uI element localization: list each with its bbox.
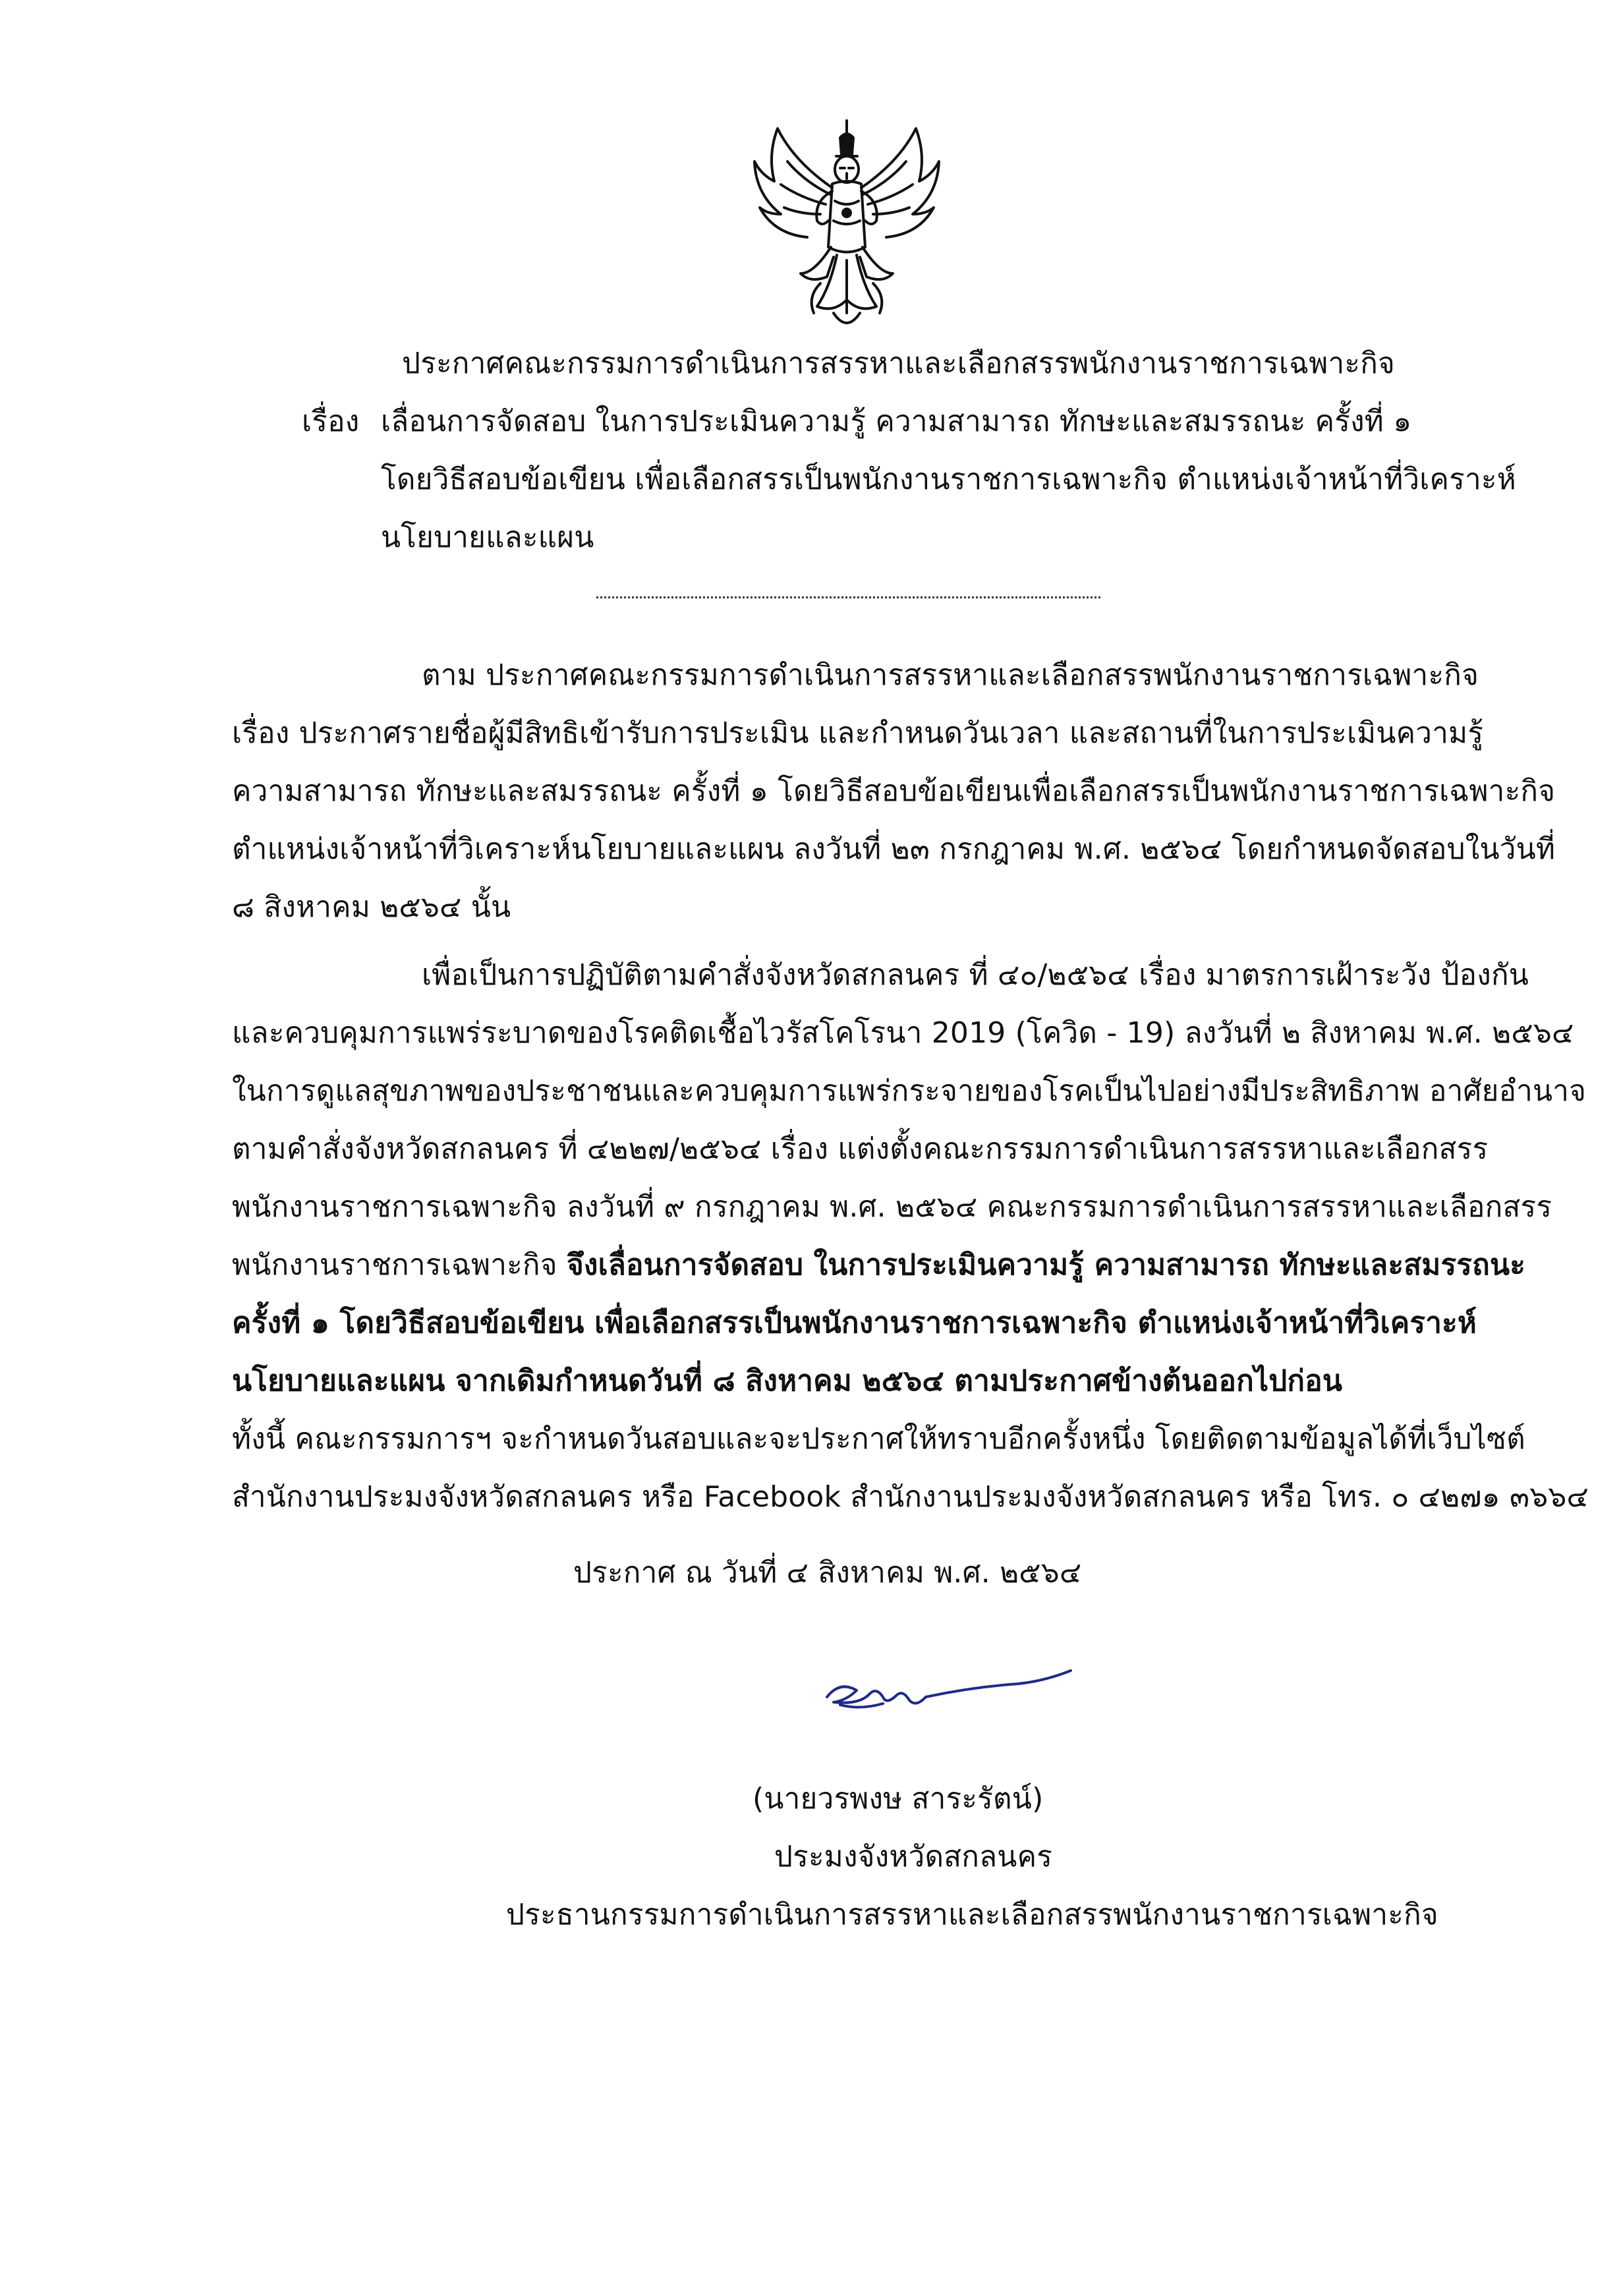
paragraph-2-line-2: และควบคุมการแพร่ระบาดของโรคติดเชื้อไวรัสโคโรนา 2019 (โควิด - 19) ลงวันที่ ๒ สิงหาคม พ.ศ. ๒๕๖๔ [232,1016,1574,1050]
paragraph-2-line-6-bold: จึงเลื่อนการจัดสอบ ในการประเมินความรู้ ความสามารถ ทักษะและสมรรถนะ [566,1248,1526,1282]
paragraph-1-line-4: ตำแหน่งเจ้าหน้าที่วิเคราะห์นโยบายและแผน ลงวันที่ ๒๓ กรกฎาคม พ.ศ. ๒๕๖๔ โดยกำหนดจัดสอบในวันที่ [232,832,1556,866]
dotted-divider [596,596,1100,598]
paragraph-2-line-1: เพื่อเป็นการปฏิบัติตามคำสั่งจังหวัดสกลนคร ที่ ๔๐/๒๕๖๔ เรื่อง มาตรการเฝ้าระวัง ป้องกัน [422,958,1529,992]
signatory-position: ประมงจังหวัดสกลนคร [774,1840,1053,1874]
subject-line-3: นโยบายและแผน [381,521,594,554]
subject-line-2: โดยวิธีสอบข้อเขียน เพื่อเลือกสรรเป็นพนักงานราชการเฉพาะกิจ ตำแหน่งเจ้าหน้าที่วิเคราะห์ [381,463,1516,496]
garuda-emblem-icon [748,115,946,339]
paragraph-2-line-6 [232,1246,1525,1285]
paragraph-2-line-6-normal: พนักงานราชการเฉพาะกิจ [232,1248,557,1282]
paragraph-2-line-7: ครั้งที่ ๑ โดยวิธีสอบข้อเขียน เพื่อเลือกสรรเป็นพนักงานราชการเฉพาะกิจ ตำแหน่งเจ้าหน้าที่วิเคราะห์ [232,1306,1477,1340]
paragraph-1-line-1: ตาม ประกาศคณะกรรมการดำเนินการสรรหาและเลือกสรรพนักงานราชการเฉพาะกิจ [422,658,1479,692]
paragraph-2-line-9: ทั้งนี้ คณะกรรมการฯ จะกำหนดวันสอบและจะประกาศให้ทราบอีกครั้งหนึ่ง โดยติดตามข้อมูลได้ที่เว็บไซต์ [232,1422,1525,1456]
paragraph-1-line-5: ๘ สิงหาคม ๒๕๖๔ นั้น [232,890,511,924]
signature-icon [820,1664,1077,1723]
paragraph-2-line-10: สำนักงานประมงจังหวัดสกลนคร หรือ Facebook สำนักงานประมงจังหวัดสกลนคร หรือ โทร. ๐ ๔๒๗๑ ๓๖๖๔ [232,1480,1589,1514]
signatory-role: ประธานกรรมการดำเนินการสรรหาและเลือกสรรพนักงานราชการเฉพาะกิจ [506,1898,1438,1932]
paragraph-1-line-3: ความสามารถ ทักษะและสมรรถนะ ครั้งที่ ๑ โดยวิธีสอบข้อเขียนเพื่อเลือกสรรเป็นพนักงานราชการเฉพาะกิจ [232,774,1556,808]
paragraph-2-line-5: พนักงานราชการเฉพาะกิจ ลงวันที่ ๙ กรกฎาคม พ.ศ. ๒๕๖๔ คณะกรรมการดำเนินการสรรหาและเลือกสรร [232,1190,1552,1224]
signatory-name: (นายวรพงษ สาระรัตน์) [753,1782,1044,1816]
announcement-title: ประกาศคณะกรรมการดำเนินการสรรหาและเลือกสรรพนักงานราชการเฉพาะกิจ [402,347,1396,380]
paragraph-1-line-2: เรื่อง ประกาศรายชื่อผู้มีสิทธิเข้ารับการประเมิน และกำหนดวันเวลา และสถานที่ในการประเมินความรู้ [232,716,1484,750]
paragraph-2-line-4: ตามคำสั่งจังหวัดสกลนคร ที่ ๔๒๒๗/๒๕๖๔ เรื่อง แต่งตั้งคณะกรรมการดำเนินการสรรหาและเลือกสรร [232,1132,1489,1166]
paragraph-2-line-3: ในการดูแลสุขภาพของประชาชนและควบคุมการแพร่กระจายของโรคเป็นไปอย่างมีประสิทธิภาพ อาศัยอำนาจ [232,1074,1587,1108]
announcement-date: ประกาศ ณ วันที่ ๔ สิงหาคม พ.ศ. ๒๕๖๔ [573,1556,1082,1590]
subject-line-1: เลื่อนการจัดสอบ ในการประเมินความรู้ ความสามารถ ทักษะและสมรรถนะ ครั้งที่ ๑ [381,405,1412,438]
subject-label: เรื่อง [302,405,360,438]
paragraph-2-line-8: นโยบายและแผน จากเดิมกำหนดวันที่ ๘ สิงหาคม ๒๕๖๔ ตามประกาศข้างต้นออกไปก่อน [232,1364,1343,1398]
